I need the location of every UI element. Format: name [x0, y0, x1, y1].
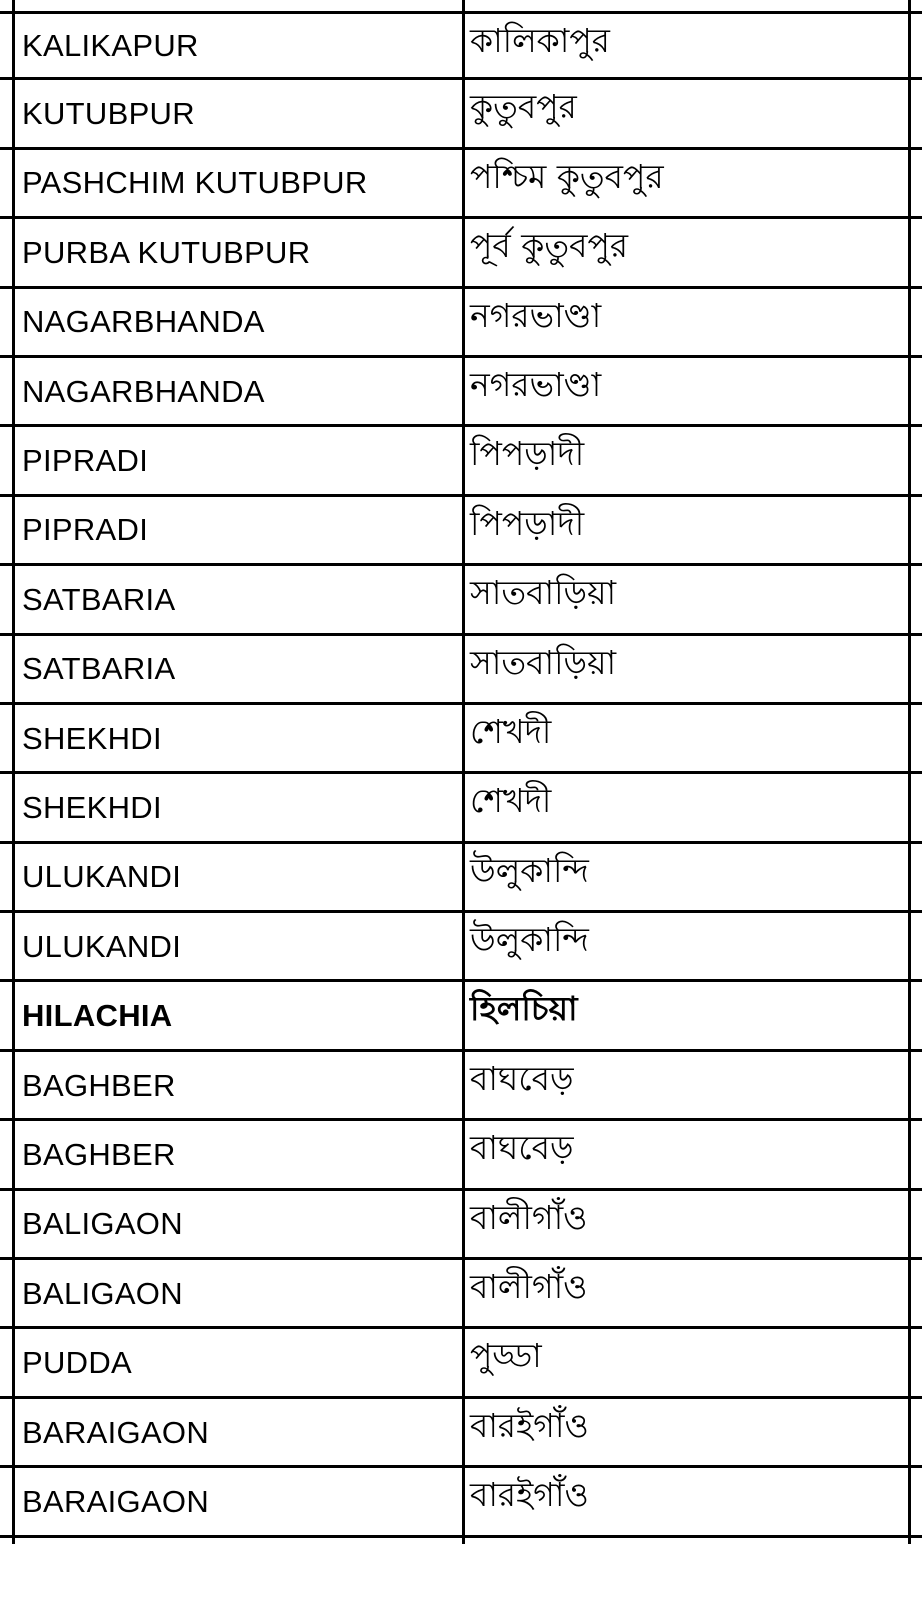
table-row	[0, 1191, 922, 1260]
bengali-name-cell: নগরভাণ্ডা	[470, 295, 602, 335]
bengali-name-cell: বাঘবেড়	[470, 1058, 574, 1098]
table-row	[0, 358, 922, 427]
bengali-name-cell: পশ্চিম কুতুবপুর	[470, 156, 664, 196]
english-name-cell: SHEKHDI	[22, 789, 162, 825]
english-name-cell: PURBA KUTUBPUR	[22, 234, 311, 270]
bengali-name-cell: সাতবাড়িয়া	[470, 573, 617, 613]
bengali-name-cell: কুতুবপুর	[470, 87, 577, 127]
bengali-name-cell: পিপড়াদী	[470, 434, 585, 474]
bengali-name-cell: বারইগাঁও	[470, 1405, 589, 1445]
english-name-cell: NAGARBHANDA	[22, 304, 265, 340]
table-row	[0, 982, 922, 1051]
table-row	[0, 1329, 922, 1398]
table-row	[0, 1052, 922, 1121]
english-name-cell: SATBARIA	[22, 651, 176, 687]
english-name-cell: BARAIGAON	[22, 1414, 210, 1450]
table-row	[0, 219, 922, 288]
table-row	[0, 1399, 922, 1468]
table-row	[0, 497, 922, 566]
bengali-name-cell: বাঘবেড়	[470, 1128, 574, 1168]
english-name-cell: BALIGAON	[22, 1275, 183, 1311]
english-name-cell: BAGHBER	[22, 1067, 176, 1103]
english-name-cell: PASHCHIM KUTUBPUR	[22, 165, 368, 201]
english-name-cell: KUTUBPUR	[22, 96, 195, 132]
english-name-cell: ULUKANDI	[22, 928, 182, 964]
bengali-name-cell: উলুকান্দি	[470, 920, 589, 960]
bengali-name-cell: কালিকাপুর	[470, 21, 610, 60]
table-row	[0, 913, 922, 982]
english-name-cell: SATBARIA	[22, 581, 176, 617]
bengali-name-cell: বারইগাঁও	[470, 1475, 589, 1515]
bengali-name-cell: পুড্ডা	[470, 1336, 542, 1376]
table-rows	[0, 11, 922, 1538]
table-row	[0, 80, 922, 149]
english-name-cell: SHEKHDI	[22, 720, 162, 756]
bengali-name-cell: উলুকান্দি	[470, 850, 589, 890]
english-name-cell: HILACHIA	[22, 998, 173, 1034]
english-name-cell: ULUKANDI	[22, 859, 182, 895]
english-name-cell: BALIGAON	[22, 1206, 183, 1242]
english-name-cell: NAGARBHANDA	[22, 373, 265, 409]
table-row	[0, 566, 922, 635]
table-row	[0, 844, 922, 913]
english-name-cell: KALIKAPUR	[22, 28, 199, 64]
table-row	[0, 774, 922, 843]
left-border-line	[12, 0, 15, 1544]
bengali-name-cell: সাতবাড়িয়া	[470, 642, 617, 682]
table-row	[0, 1468, 922, 1537]
bengali-name-cell: পূর্ব কুতুবপুর	[470, 226, 629, 266]
bengali-name-cell: পিপড়াদী	[470, 503, 585, 543]
column-divider-line	[462, 0, 465, 1544]
bengali-name-cell: হিলচিয়া	[470, 989, 578, 1029]
bengali-name-cell: শেখদী	[470, 781, 552, 821]
bengali-name-cell: নগরভাণ্ডা	[470, 364, 602, 404]
english-name-cell: PIPRADI	[22, 443, 149, 479]
bengali-name-cell: বালীগাঁও	[470, 1267, 588, 1307]
table-row	[0, 705, 922, 774]
bengali-name-cell: বালীগাঁও	[470, 1197, 588, 1237]
english-name-cell: BARAIGAON	[22, 1483, 210, 1519]
table-row	[0, 427, 922, 496]
english-name-cell: BAGHBER	[22, 1136, 176, 1172]
bengali-name-cell: শেখদী	[470, 711, 552, 751]
table-row	[0, 1121, 922, 1190]
english-name-cell: PIPRADI	[22, 512, 149, 548]
table-row	[0, 1260, 922, 1329]
right-border-line	[908, 0, 911, 1544]
table-row	[0, 11, 922, 80]
table-top-strip	[0, 0, 922, 11]
table-row	[0, 289, 922, 358]
table-row	[0, 636, 922, 705]
table-row	[0, 150, 922, 219]
english-name-cell: PUDDA	[22, 1345, 133, 1381]
